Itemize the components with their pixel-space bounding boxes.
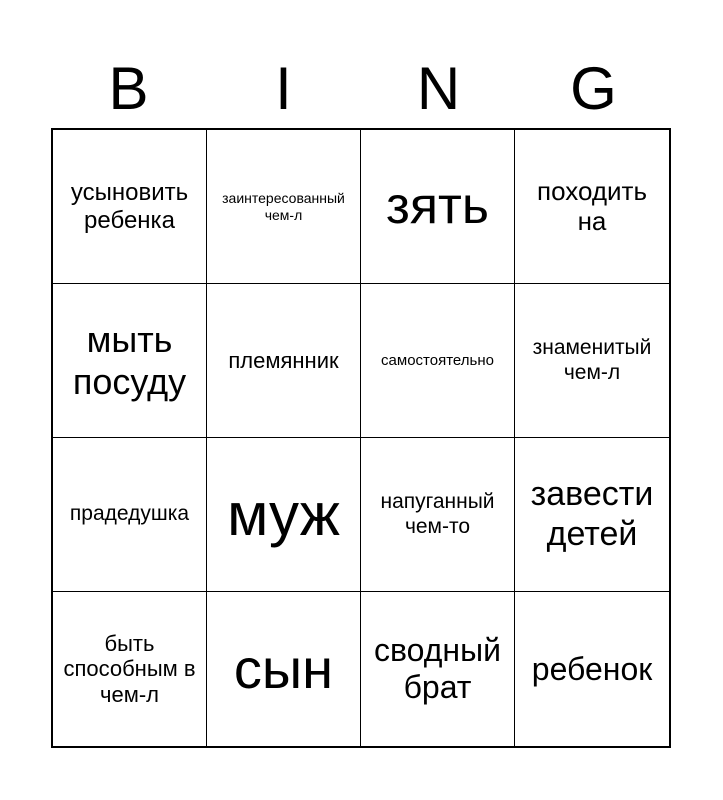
bingo-cell[interactable]: усыновить ребенка (53, 130, 207, 284)
bingo-cell[interactable]: заинтересованный чем-л (207, 130, 361, 284)
bingo-cell[interactable]: зять (361, 130, 515, 284)
bingo-header (51, 50, 671, 128)
bingo-cell[interactable]: самостоятельно (361, 284, 515, 438)
header-letter-i: I (275, 55, 292, 122)
bingo-cell[interactable]: быть способным в чем-л (53, 592, 207, 746)
bingo-cell[interactable]: сводный брат (361, 592, 515, 746)
bingo-cell[interactable]: ребенок (531, 650, 653, 687)
bingo-cell[interactable]: мыть посуду (53, 284, 207, 438)
bingo-cell[interactable]: напуганный чем-то (361, 438, 515, 592)
header-letter-g: G (570, 55, 617, 122)
bingo-cell[interactable]: походить на (515, 130, 669, 284)
bingo-cell[interactable]: муж (207, 438, 361, 592)
header-letter-n: N (416, 55, 461, 122)
bingo-board (51, 128, 671, 748)
header-letter-b: B (108, 55, 149, 122)
bingo-cell[interactable]: завести детей (515, 438, 669, 592)
bingo-cell[interactable]: племянник (207, 284, 361, 438)
bingo-cell[interactable]: знаменитый чем-л (515, 284, 669, 438)
bingo-cell[interactable]: прадедушка (53, 438, 207, 592)
bingo-cell[interactable]: сын (207, 592, 361, 746)
